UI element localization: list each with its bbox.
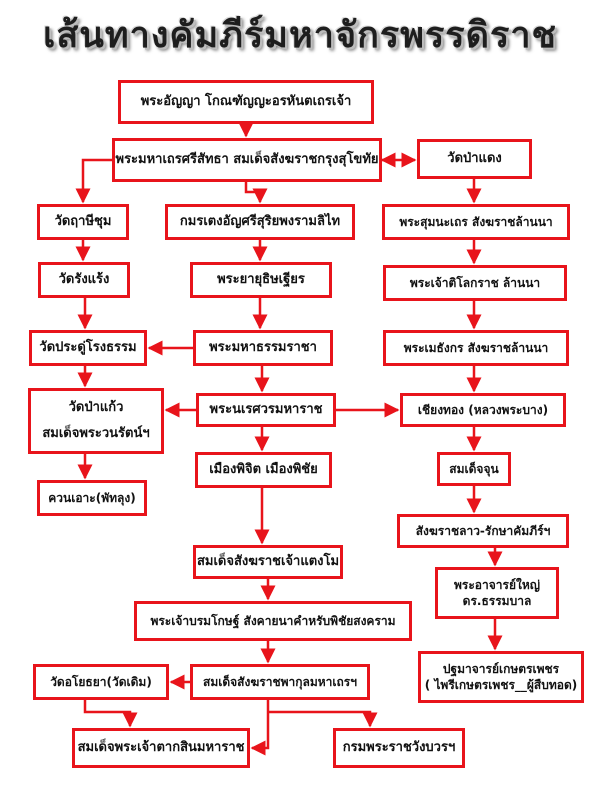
node-n01 <box>118 80 374 124</box>
node-text: สังฆราชลาว-รักษาคัมภีร์ฯ <box>415 523 551 538</box>
node-n04 <box>37 204 129 240</box>
node-text: ควนเอาะ(พัทลุง) <box>48 490 136 505</box>
node-text: วัดป่าแดง <box>447 151 502 167</box>
node-text: สมเด็จสังฆราชพากุลมหาเถรฯ <box>203 674 357 689</box>
node-text: วัดฤาษีชุม <box>54 214 112 230</box>
node-n03 <box>417 139 532 179</box>
node-n07 <box>38 262 130 298</box>
node-text: พระมหาเถรศรีสัทธา สมเด็จสังฆราชกรุงสุโขทัย <box>115 152 379 168</box>
node-text: สมเด็จพระวนรัตน์ฯ <box>42 426 150 442</box>
node-n11 <box>193 330 333 366</box>
node-n05 <box>165 204 355 240</box>
node-text: ดร.ธรรมบาล <box>462 594 532 608</box>
node-text: สมเด็จสังฆราชเจ้าแตงโม <box>196 554 340 570</box>
node-text: สมเด็จจุน <box>449 461 499 476</box>
node-text: พระนเรศวรมหาราช <box>209 402 323 418</box>
node-text: กมรเตงอัญศรีสุริยพงรามลิไท <box>179 214 341 230</box>
node-n18 <box>437 452 511 486</box>
connector-arrow <box>85 700 130 726</box>
node-n22 <box>134 601 412 641</box>
connector-arrow <box>268 712 370 726</box>
node-n10 <box>29 330 147 366</box>
node-text: วัดอโยธยา(วัดเดิม) <box>50 674 152 689</box>
connector-arrow <box>83 160 112 202</box>
node-n23 <box>418 651 584 703</box>
node-n09 <box>383 265 567 301</box>
node-text: ( ไพรีเกษตรเพชร__ผู้สืบทอด) <box>424 678 578 692</box>
node-text: พระเจ้าติโลกราช ล้านนา <box>409 275 541 290</box>
node-text: วัดประดู่โรงธรรม <box>39 340 137 356</box>
node-n26 <box>72 728 250 768</box>
node-text: พระเจ้าบรมโกษฐ์ สังคายนาคำหรับพิชัยสงคราม <box>150 613 396 628</box>
node-n06 <box>382 204 570 240</box>
connector-arrow <box>246 182 260 202</box>
node-n24 <box>33 664 169 700</box>
node-text: วัดป่าแก้ว <box>68 400 124 416</box>
node-text: ปฐมาจารย์เกษตรเพชร <box>442 661 560 676</box>
node-text: เชียงทอง (หลวงพระบาง) <box>417 402 549 417</box>
node-n15 <box>400 393 566 427</box>
node-n17 <box>195 452 332 488</box>
connector-arrow <box>252 700 268 748</box>
node-text: พระเมธังกร สังฆราชล้านนา <box>403 340 549 355</box>
node-text: พระยายุธิษเฐียร <box>217 272 305 288</box>
node-n13 <box>28 388 164 454</box>
node-n25 <box>190 664 370 700</box>
node-text: สมเด็จพระเจ้าตากสินมหาราช <box>77 740 245 756</box>
node-text: พระมหาธรรมราชา <box>209 340 317 356</box>
node-text: พระอาจารย์ใหญ่ <box>454 577 540 592</box>
node-n19 <box>397 514 569 548</box>
node-text: วัดรังแร้ง <box>58 272 110 288</box>
node-n08 <box>190 262 332 298</box>
node-n20 <box>193 545 343 579</box>
node-n27 <box>333 728 465 768</box>
node-text: พระอัญญา โกณฑัญญะอรหันตเถรเจ้า <box>140 94 352 110</box>
diagram-title: เส้นทางคัมภีร์มหาจักรพรรดิราช <box>43 15 557 56</box>
node-n14 <box>196 393 336 427</box>
node-n12 <box>383 330 569 366</box>
node-n02 <box>112 138 382 182</box>
node-n16 <box>37 480 147 516</box>
node-text: กรมพระราชวังบวรฯ <box>342 740 456 756</box>
node-text: เมืองพิจิต เมืองพิชัย <box>209 462 318 478</box>
node-text: พระสุมนะเถร สังฆราชล้านนา <box>399 214 553 229</box>
node-n21 <box>435 567 559 619</box>
